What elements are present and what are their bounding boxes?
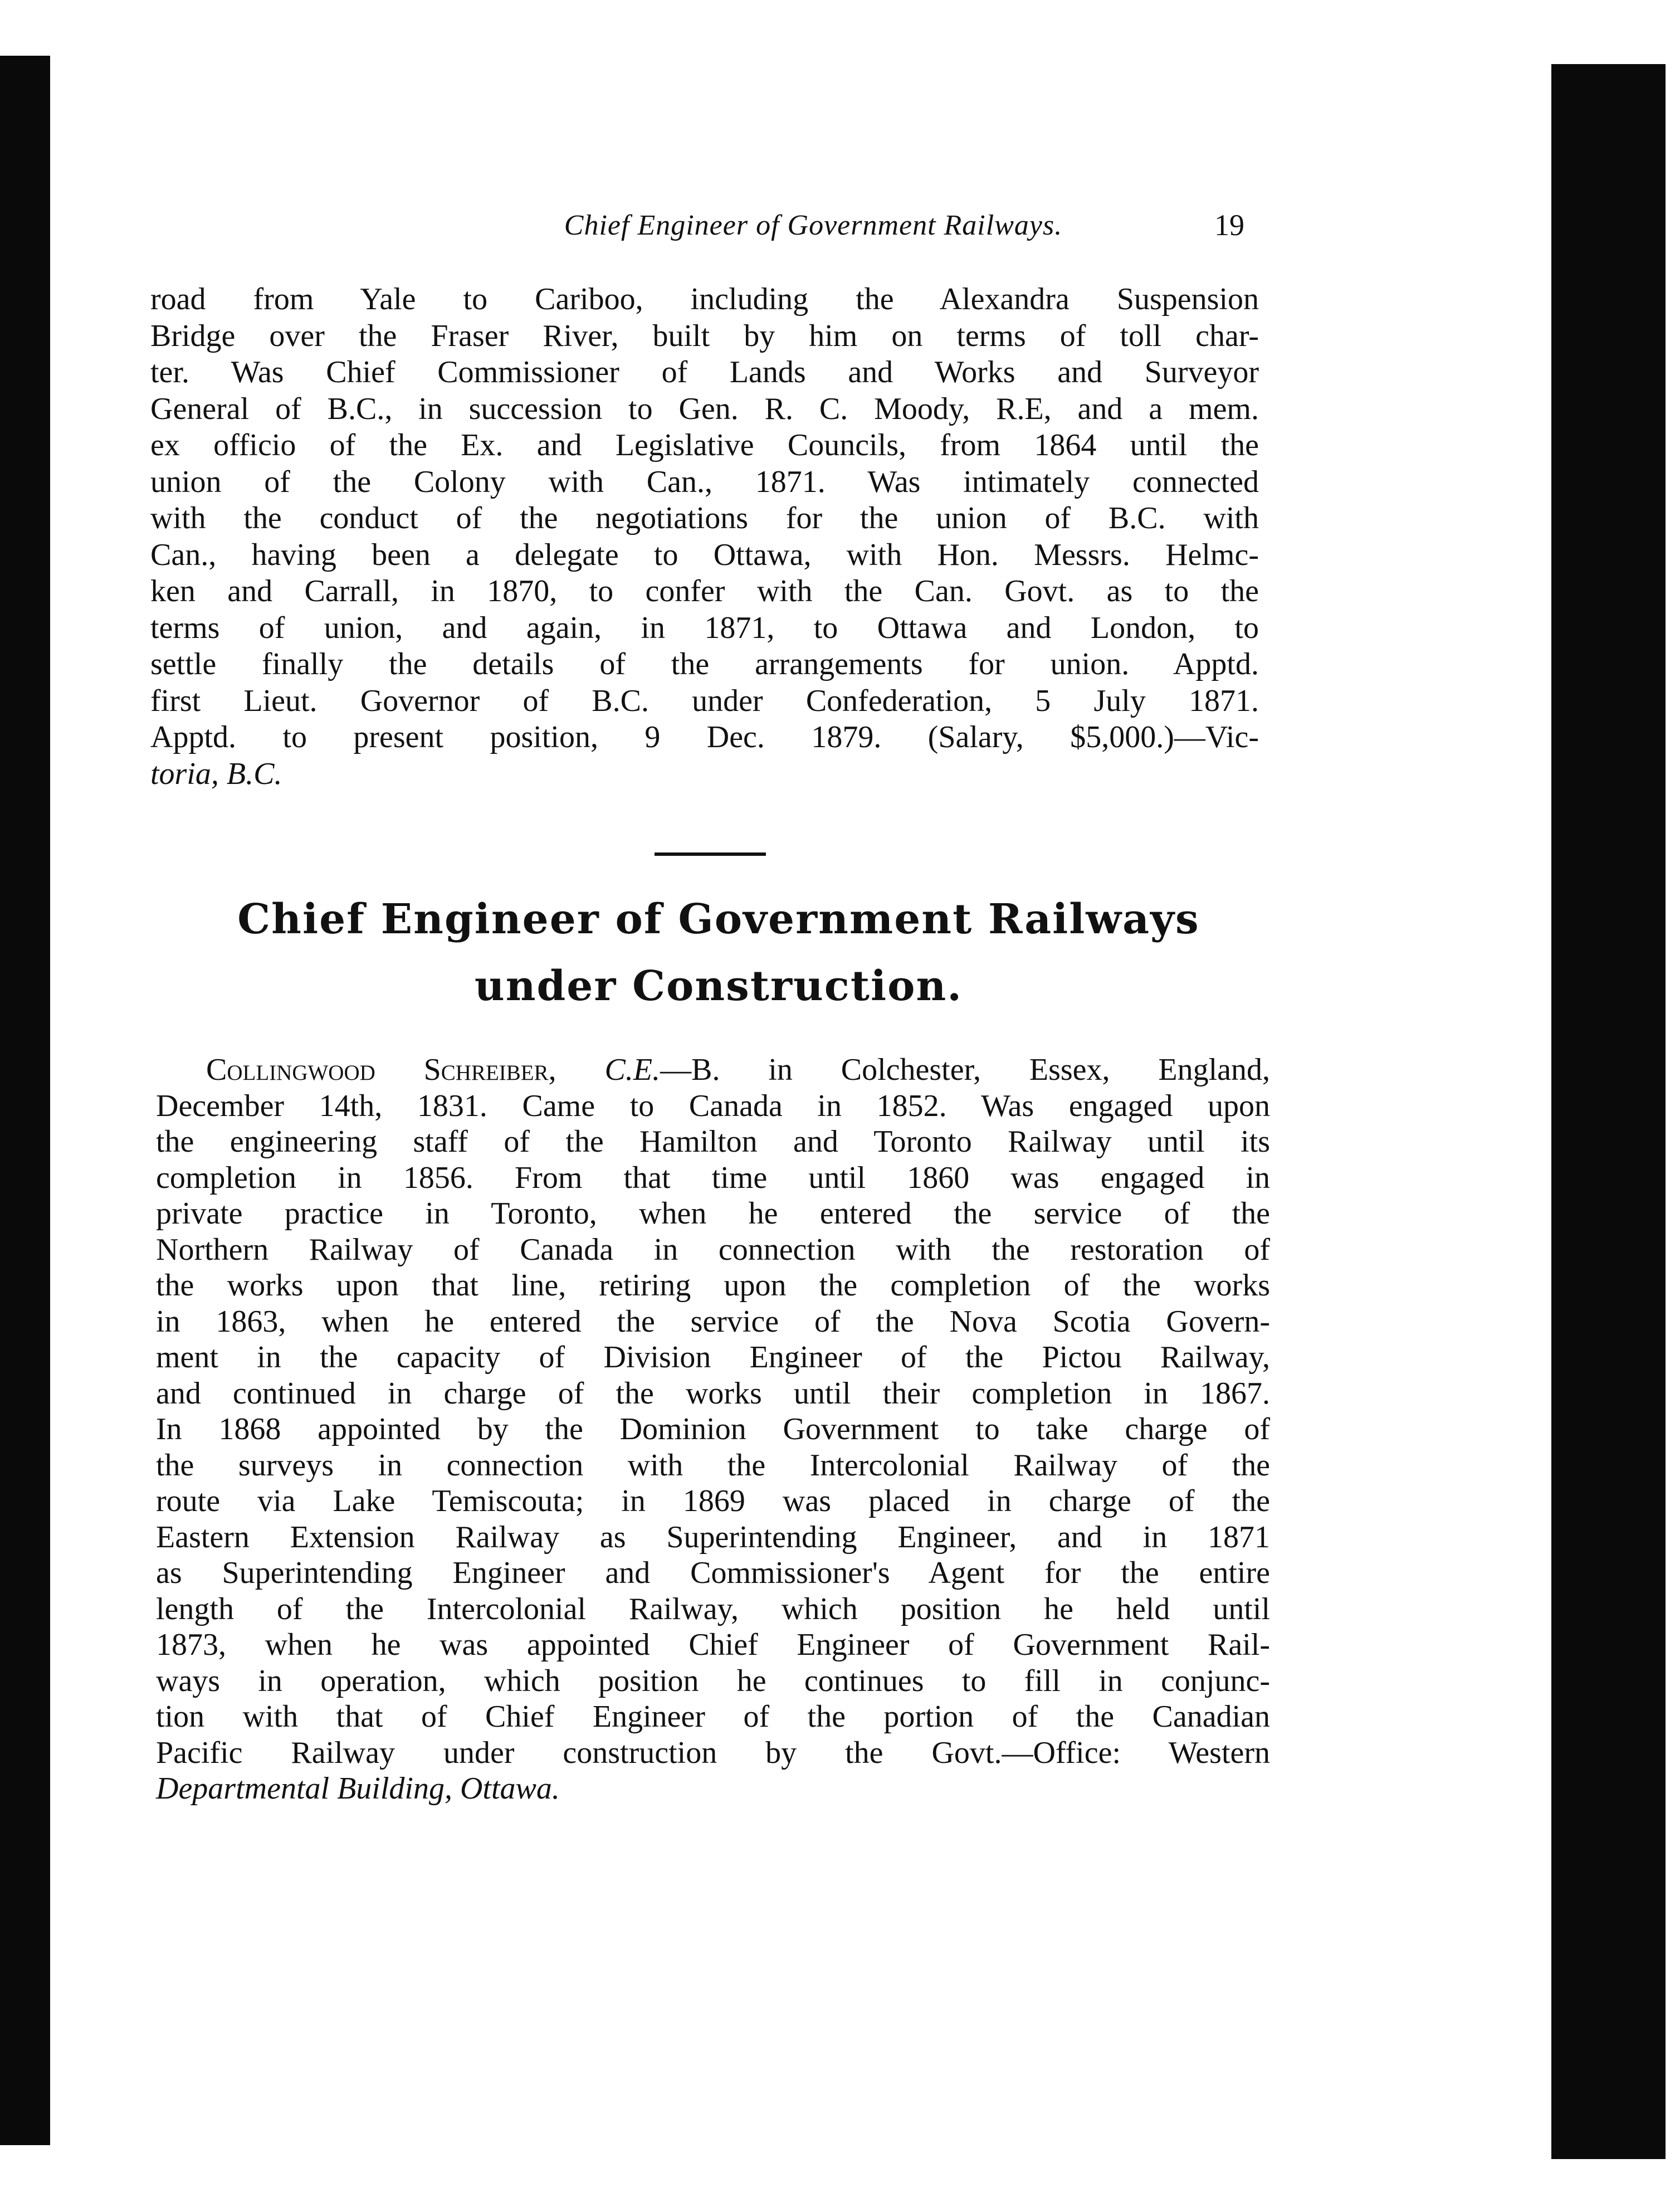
text-line: with the conduct of the negotiations for the union of B.C. with [150,501,1259,535]
running-title: Chief Engineer of Government Railways. [564,209,1063,241]
text-line: Northern Railway of Canada in connection with the restoration of [156,1232,1270,1267]
text-line: completion in 1856. From that time until 1860 was engaged in [156,1160,1270,1195]
text-line: settle finally the details of the arrangements for union. Apptd. [150,647,1259,681]
text-line: the engineering staff of the Hamilton and Toronto Railway until its [156,1124,1270,1159]
section-heading-line-2: under Construction. [474,962,963,1010]
text-line: General of B.C., in succession to Gen. R. C. Moody, R.E, and a mem. [150,391,1259,426]
scan-border-left [0,56,50,2145]
text-line: 1873, when he was appointed Chief Engineer of Government Rail- [156,1628,1270,1662]
text-line: Bridge over the Fraser River, built by him on terms of toll char- [150,318,1259,353]
text-line: route via Lake Temiscouta; in 1869 was placed in charge of the [156,1484,1270,1518]
text-line: Eastern Extension Railway as Superintending Engineer, and in 1871 [156,1519,1270,1555]
text-line: in 1863, when he entered the service of the Nova Scotia Govern- [156,1304,1270,1339]
text-line: ken and Carrall, in 1870, to confer with the Can. Govt. as to the [150,574,1259,608]
text-line: private practice in Toronto, when he entered the service of the [156,1196,1270,1231]
text-line: ex officio of the Ex. and Legislative Councils, from 1864 until the [150,428,1259,462]
text-line: Departmental Building, Ottawa. [156,1771,560,1806]
text-line: as Superintending Engineer and Commissioner's Agent for the entire [156,1556,1270,1590]
text-line: the works upon that line, retiring upon the completion of the works [156,1268,1270,1303]
text-line: tion with that of Chief Engineer of the portion of the Canadian [156,1699,1270,1734]
running-header [357,209,1270,242]
entry-first-line [156,1052,1270,1088]
text-line: road from Yale to Cariboo, including the Alexandra Suspension [150,282,1259,316]
text-line: first Lieut. Governor of B.C. under Confederation, 5 July 1871. [150,683,1259,718]
text-line: Apptd. to present position, 9 Dec. 1879. (Salary, $5,000.)—Vic- [150,720,1259,754]
text-line: December 14th, 1831. Came to Canada in 1852. Was engaged upon [156,1088,1270,1123]
text-line: In 1868 appointed by the Dominion Government to take charge of [156,1412,1270,1446]
text-line: toria, B.C. [150,756,282,791]
entry-credential: C.E. [604,1053,661,1087]
text-line: ways in operation, which position he continues to fill in conjunc- [156,1663,1270,1698]
section-divider [655,852,766,856]
scan-border-right [1551,64,1666,2159]
entry-first-line-text: —B. in Colchester, Essex, England, [660,1053,1270,1087]
text-line: length of the Intercolonial Railway, which position he held until [156,1591,1270,1626]
text-line: Can., having been a delegate to Ottawa, with Hon. Messrs. Helmc- [150,537,1259,572]
entry-name: Collingwood Schreiber, [206,1053,556,1087]
text-line: the surveys in connection with the Intercolonial Railway of the [156,1448,1270,1483]
continued-entry [150,281,1259,792]
schreiber-entry [156,1052,1270,1807]
section-heading [178,886,1259,1020]
page-number: 19 [1214,208,1244,242]
text-line: union of the Colony with Can., 1871. Was intimately connected [150,464,1259,499]
text-line: and continued in charge of the works until their completion in 1867. [156,1376,1270,1411]
text-line: ter. Was Chief Commissioner of Lands and Works and Surveyor [150,355,1259,389]
text-line: terms of union, and again, in 1871, to Ottawa and London, to [150,610,1259,645]
text-line: Pacific Railway under construction by the Govt.—Office: Western [156,1735,1270,1770]
section-heading-line-1: Chief Engineer of Government Railways [237,895,1200,943]
text-line: ment in the capacity of Division Engineer of the Pictou Railway, [156,1340,1270,1375]
